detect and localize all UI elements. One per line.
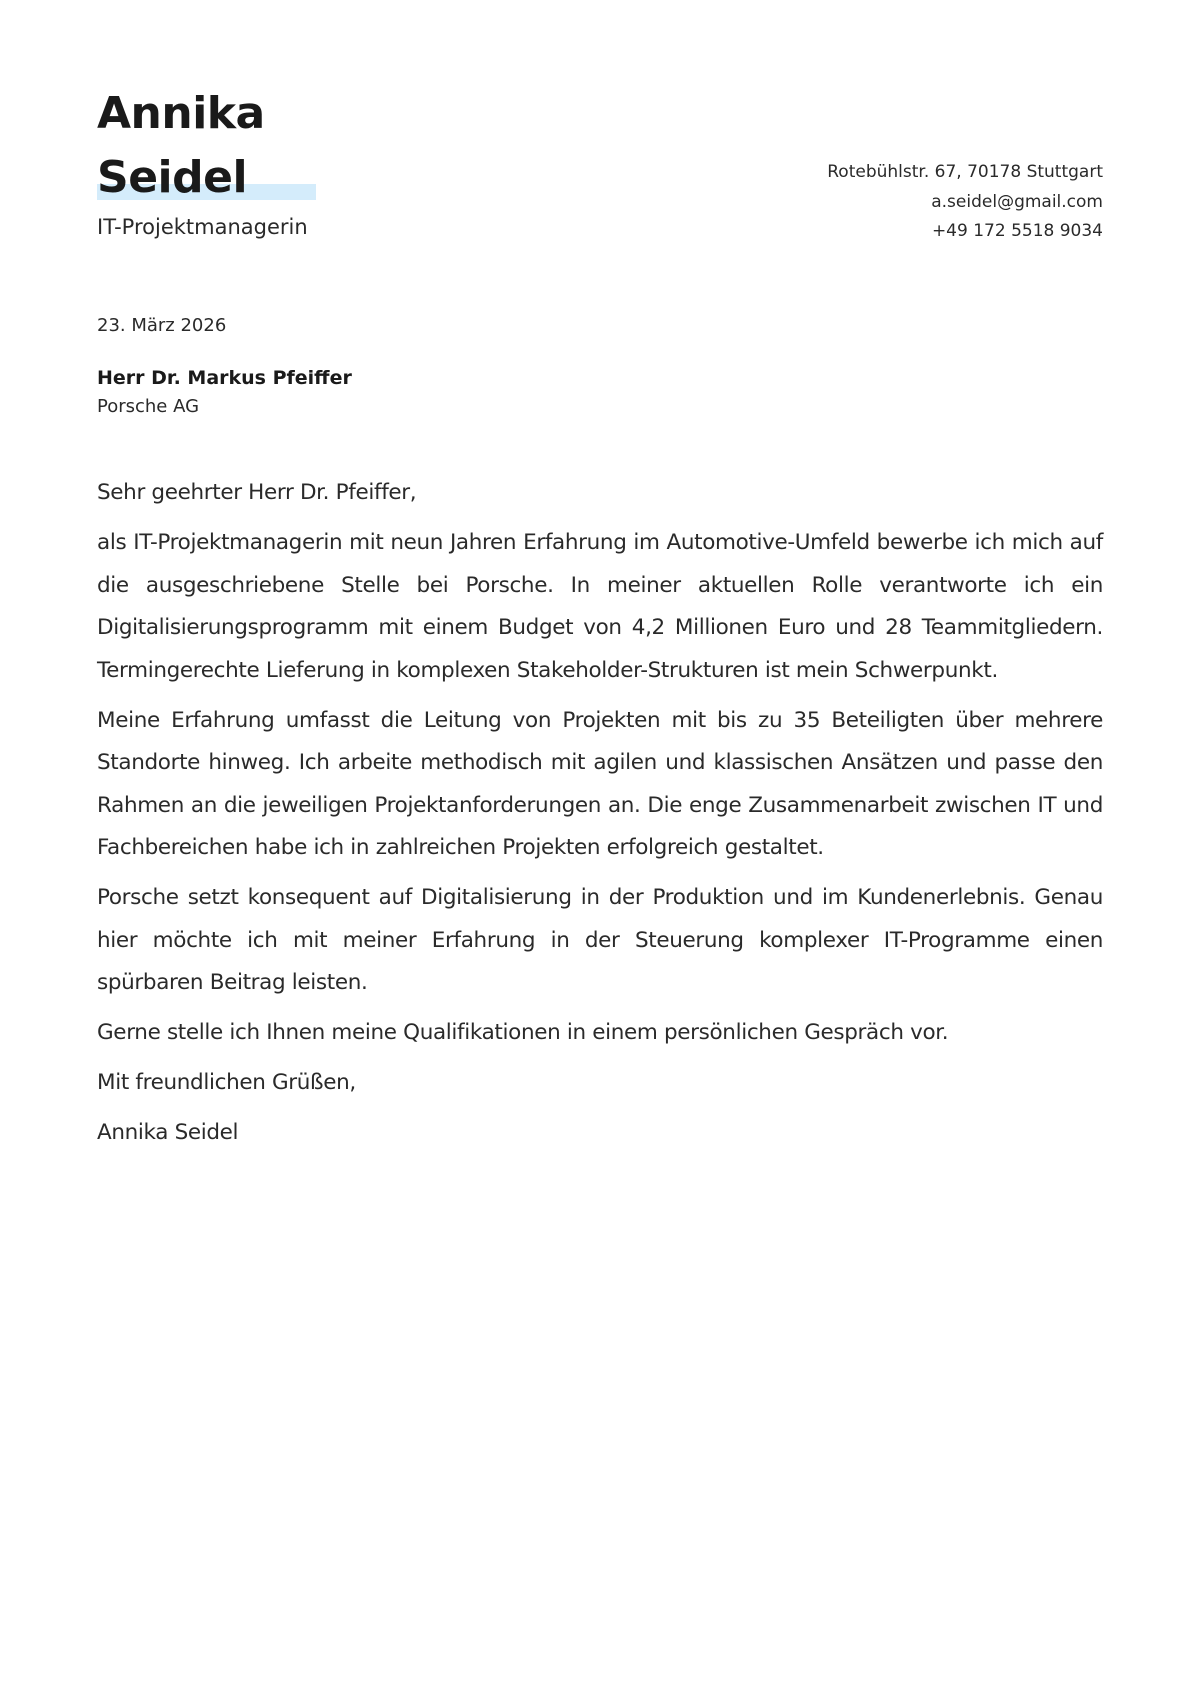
body-paragraph-1: als IT-Projektmanagerin mit neun Jahren Erfahrung im Automotive-Umfeld bewerbe ich mich auf die ausgeschriebene Stelle bei Porsche. In meiner aktuellen Rolle verantworte ich ein Digitalisierungsprogramm mit einem Budget von 4,2 Millionen Euro und 28 Teammitgliedern. Termingerechte Lieferung in komplexen Stakeholder-Strukturen ist mein Schwerpunkt.: [97, 530, 1103, 683]
sender-email: a.seidel@gmail.com: [931, 191, 1103, 212]
signature: Annika Seidel: [97, 1120, 239, 1145]
body-paragraph-3: Porsche setzt konsequent auf Digitalisierung in der Produktion und im Kundenerlebnis. Genau hier möchte ich mit meiner Erfahrung in der Steuerung komplexer IT-Programme einen spürbaren Beitrag leisten.: [97, 885, 1103, 995]
sender-last-name: Seidel: [97, 152, 248, 203]
sender-job-title: IT-Projektmanagerin: [97, 215, 308, 239]
closing: Mit freundlichen Grüßen,: [97, 1070, 356, 1095]
letter-page: [97, 0, 1103, 1683]
sender-first-name: Annika: [97, 88, 265, 139]
sender-address: Rotebühlstr. 67, 70178 Stuttgart: [827, 162, 1103, 182]
recipient-company: Porsche AG: [97, 396, 200, 417]
body-paragraph-2: Meine Erfahrung umfasst die Leitung von Projekten mit bis zu 35 Beteiligten über mehrere Standorte hinweg. Ich arbeite methodisch mit agilen und klassischen Ansätzen und passe den Rahmen an die jeweiligen Projektanforderungen an. Die enge Zusammenarbeit zwischen IT und Fachbereichen habe ich in zahlreichen Projekten erfolgreich gestaltet.: [97, 707, 1103, 860]
body-paragraph-4: Gerne stelle ich Ihnen meine Qualifikationen in einem persönlichen Gespräch vor.: [97, 1020, 949, 1045]
sender-name-block: [97, 82, 337, 210]
recipient-name: Herr Dr. Markus Pfeiffer: [97, 367, 352, 389]
salutation: Sehr geehrter Herr Dr. Pfeiffer,: [97, 480, 417, 505]
letter-date: 23. März 2026: [97, 315, 227, 336]
letter-body: [97, 472, 1103, 1162]
letter-header: [97, 82, 1103, 252]
recipient-block: [97, 364, 352, 422]
sender-phone: +49 172 5518 9034: [931, 221, 1103, 241]
sender-contact-block: [827, 158, 1103, 247]
